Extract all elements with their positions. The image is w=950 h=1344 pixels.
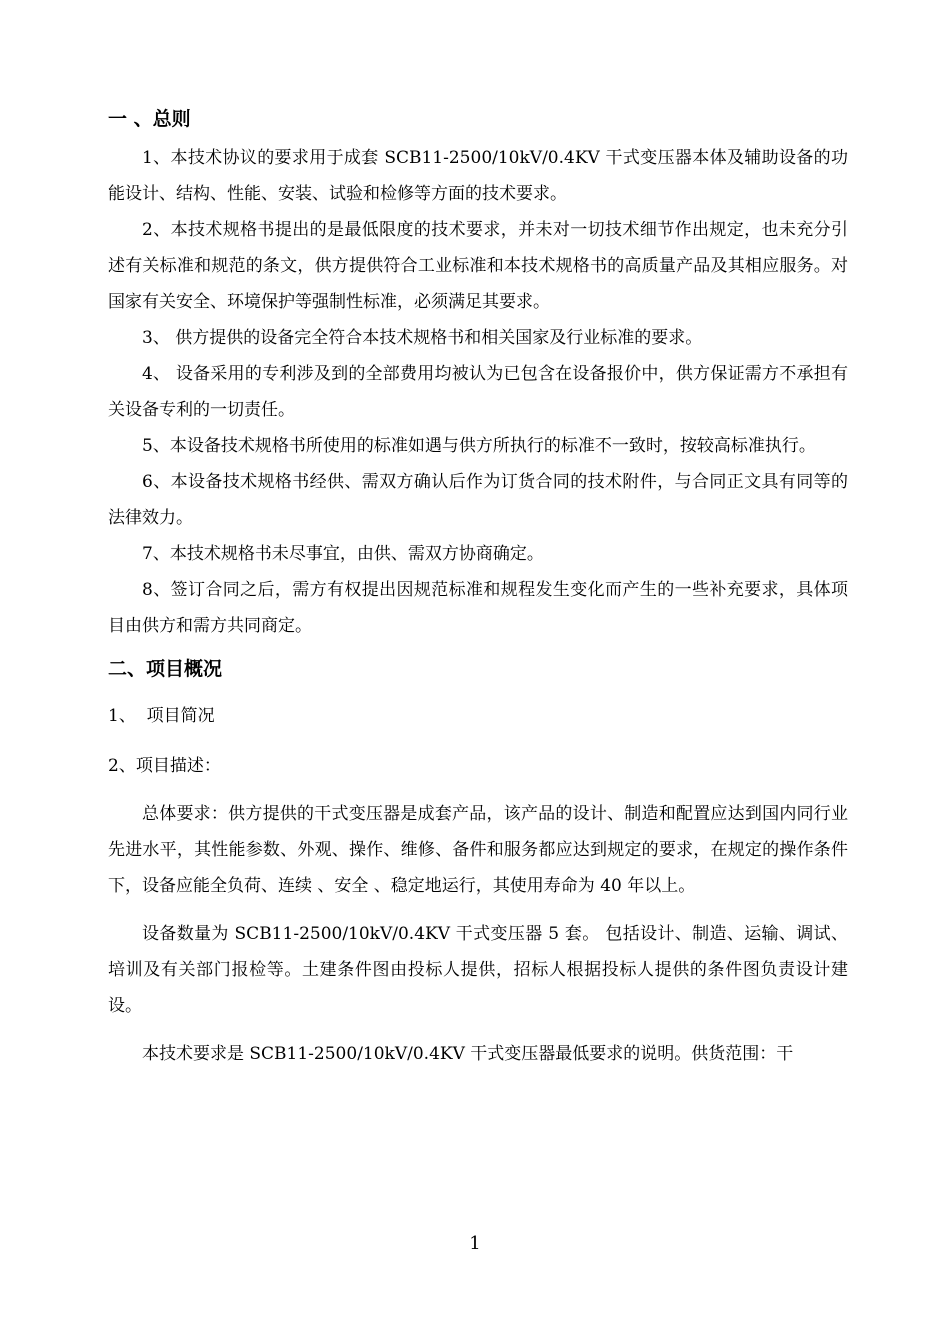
section-1-heading: 一 、总则 (108, 108, 191, 130)
clause-6: 6、本设备技术规格书经供、需双方确认后作为订货合同的技术附件，与合同正文具有同等的法律效力。 (108, 472, 848, 528)
project-overview-item: 1、 项目简况 (108, 706, 215, 726)
technical-requirements-paragraph: 本技术要求是 SCB11-2500/10kV/0.4KV 干式变压器最低要求的说明。供货范围：干 (142, 1044, 794, 1064)
clause-4: 4、 设备采用的专利涉及到的全部费用均被认为已包含在设备报价中，供方保证需方不承担有关设备专利的一切责任。 (108, 364, 848, 420)
clause-3: 3、 供方提供的设备完全符合本技术规格书和相关国家及行业标准的要求。 (142, 328, 703, 348)
section-2-heading: 二、项目概况 (108, 658, 223, 680)
clause-5: 5、本设备技术规格书所使用的标准如遇与供方所执行的标准不一致时，按较高标准执行。 (142, 436, 816, 456)
clause-2: 2、本技术规格书提出的是最低限度的技术要求，并未对一切技术细节作出规定，也未充分引述有关标准和规范的条文，供方提供符合工业标准和本技术规格书的高质量产品及其相应服务。对国家有关安全、环境保护等强制性标准，必须满足其要求。 (108, 220, 848, 312)
clause-7: 7、本技术规格书未尽事宜，由供、需双方协商确定。 (142, 544, 544, 564)
project-description-item: 2、项目描述： (108, 756, 221, 776)
equipment-quantity-paragraph: 设备数量为 SCB11-2500/10kV/0.4KV 干式变压器 5 套。 包括设计、制造、运输、调试、培训及有关部门报检等。土建条件图由投标人提供，招标人根据投标人提供的条件图负责设计建设。 (108, 924, 848, 1016)
clause-8: 8、签订合同之后，需方有权提出因规范标准和规程发生变化而产生的一些补充要求，具体项目由供方和需方共同商定。 (108, 580, 848, 636)
clause-1: 1、本技术协议的要求用于成套 SCB11-2500/10kV/0.4KV 干式变压器本体及辅助设备的功能设计、结构、性能、安装、试验和检修等方面的技术要求。 (108, 148, 848, 204)
page-number: 1 (469, 1233, 481, 1254)
document-body (108, 104, 848, 1072)
general-requirements-paragraph: 总体要求：供方提供的干式变压器是成套产品，该产品的设计、制造和配置应达到国内同行业先进水平，其性能参数、外观、操作、维修、备件和服务都应达到规定的要求，在规定的操作条件下，设备应能全负荷、连续 、安全 、稳定地运行，其使用寿命为 40 年以上。 (108, 804, 848, 896)
